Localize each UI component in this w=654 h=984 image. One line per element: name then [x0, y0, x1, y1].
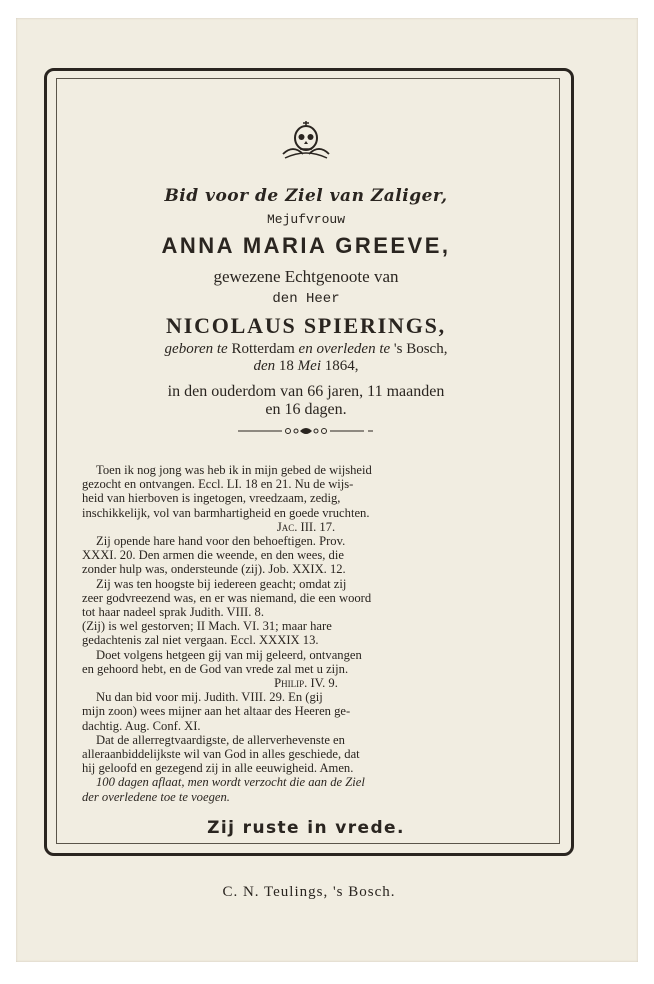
indulgence-line: der overledene toe te voegen.	[82, 789, 230, 804]
text-line: Philip. IV. 9.	[274, 676, 338, 691]
birth-place: Rotterdam	[231, 341, 295, 357]
husband-name: NICOLAUS SPIERINGS,	[166, 313, 446, 338]
card-content	[82, 120, 530, 838]
text-line: Jac. III. 17.	[276, 519, 336, 534]
death-place: 's Bosch,	[393, 341, 448, 357]
skull-emblem-icon	[279, 120, 333, 162]
text-line: en gehoord hebt, en de God van vrede zal met u zijn.	[82, 661, 349, 676]
text-line: hij geloofd en gezegend zij in alle eeuwigheid. Amen.	[82, 761, 354, 776]
printer-credit: C. N. Teulings, 's Bosch.	[222, 884, 396, 900]
text-line: Toen ik nog jong was heb ik in mijn gebed de wijsheid	[96, 463, 372, 477]
text-line: zeer godvreezend was, en er was niemand, die een woord	[82, 590, 372, 605]
relation-line: gewezene Echtgenoote van	[213, 267, 399, 286]
age-line-2: en 16 dagen.	[265, 401, 347, 418]
death-day: 18	[278, 358, 294, 374]
text-line: (Zij) is wel gestorven; II Mach. VI. 31; maar hare	[82, 619, 332, 634]
heading: Bid voor de Ziel van Zaliger,	[164, 186, 448, 206]
husband-prefix: den Heer	[272, 291, 340, 307]
deceased-name: ANNA MARIA GREEVE,	[161, 233, 451, 258]
text-line: heid van hierboven is ingetogen, vreedzaam, zedig,	[82, 491, 341, 506]
text-line: Zij was ten hoogste bij iedereen geacht; omdat zij	[96, 576, 347, 591]
text-line: gezocht en ontvangen. Eccl. LI. 18 en 21. Nu de wijs-	[82, 477, 354, 492]
died-label: en overleden te	[298, 341, 391, 357]
text-line: XXXI. 20. Den armen die weende, en den wees, die	[82, 548, 344, 563]
born-label: geboren te	[164, 341, 228, 357]
text-line: tot haar nadeel sprak Judith. VIII. 8.	[82, 605, 264, 620]
text-line: dachtig. Aug. Conf. XI.	[82, 718, 201, 733]
den-label: den	[253, 358, 276, 374]
text-line: Nu dan bid voor mij. Judith. VIII. 29. En (gij	[96, 690, 323, 705]
title-line: Mejufvrouw	[266, 212, 345, 227]
text-line: gedachtenis zal niet vergaan. Eccl. XXXIX 13.	[82, 633, 319, 648]
ornament-divider-icon	[236, 425, 376, 437]
indulgence-line: 100 dagen aflaat, men wordt verzocht die aan de Ziel	[96, 775, 365, 790]
text-line: alleraanbiddelijkste wil van God in alles geschiede, dat	[82, 747, 360, 762]
text-line: Doet volgens hetgeen gij van mij geleerd, ontvangen	[96, 647, 362, 662]
text-line: Zij opende hare hand voor den behoeftigen. Prov.	[96, 534, 346, 549]
text-line: inschikkelijk, vol van barmhartigheid en goede vruchten.	[82, 505, 370, 520]
text-line: Dat de allerregtvaardigste, de allerverhevenste en	[96, 732, 345, 747]
death-month: Mei	[297, 358, 321, 374]
scripture-text	[82, 463, 530, 804]
birth-death-line	[82, 341, 530, 375]
age-line-1: in den ouderdom van 66 jaren, 11 maanden	[167, 383, 445, 400]
text-line: mijn zoon) wees mijner aan het altaar des Heeren ge-	[82, 704, 351, 719]
age-line	[82, 383, 530, 419]
closing-line: Zij ruste in vrede.	[207, 817, 405, 838]
text-line: zonder hulp was, ondersteunde (zij). Job. XXIX. 12.	[82, 562, 346, 577]
death-year: 1864,	[324, 358, 359, 374]
